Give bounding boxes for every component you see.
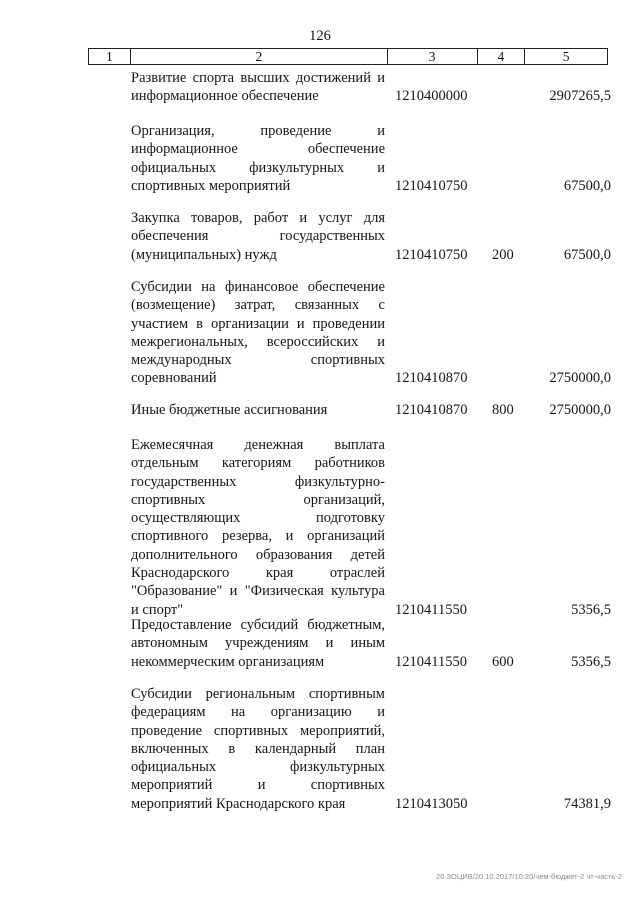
header-cell-5: 5	[562, 49, 570, 64]
row-expense-type: 200	[492, 246, 514, 263]
row-description: Закупка товаров, работ и услуг для обеспечения государственных (муниципальных) нужд	[131, 210, 385, 263]
row-amount: 5356,5	[571, 653, 611, 670]
row-code: 1210400000	[395, 88, 468, 105]
row-code: 1210411550	[395, 601, 467, 618]
header-cell-2: 2	[131, 49, 388, 64]
row-code: 1210413050	[395, 795, 468, 812]
table-row	[131, 69, 611, 106]
row-description: Субсидии региональным спортивным федерациям на организацию и проведение спортивных мероприятий, включенных в календарный план официальных физкультурных мероприятий и спортивных мероприятий Краснодарского края	[131, 686, 385, 812]
header-cell-3: 3	[388, 49, 478, 64]
row-amount: 5356,5	[571, 601, 611, 618]
header-cell-4: 4	[478, 49, 526, 64]
table-row	[131, 122, 611, 195]
row-description: Ежемесячная денежная выплата отдельным категориям работников государственных физкультурно-спортивных организаций, осуществляющих подготовку спортивного резерва, и организаций дополнительного образования детей Краснодарского края отраслей "Образование" и "Физическая культура и спорт"	[131, 437, 385, 618]
table-row	[131, 278, 611, 388]
row-expense-type: 800	[492, 402, 514, 418]
table-header-row	[88, 48, 608, 65]
row-code: 1210410750	[395, 177, 468, 194]
row-code: 1210410870	[395, 402, 468, 418]
row-amount: 2907265,5	[549, 88, 611, 105]
row-expense-type: 600	[492, 653, 514, 670]
row-description: Организация, проведение и информационное обеспечение официальных физкультурных и спортивных мероприятий	[131, 123, 385, 194]
row-amount: 67500,0	[563, 177, 611, 194]
table-row	[131, 209, 611, 264]
header-cell-1: 1	[89, 49, 131, 64]
page-number: 126	[309, 28, 331, 44]
row-amount: 2750000,0	[549, 402, 611, 418]
table-row	[131, 616, 611, 671]
table-row	[131, 685, 611, 813]
row-code: 1210411550	[395, 653, 467, 670]
table-row	[131, 436, 611, 619]
row-amount: 74381,9	[563, 795, 611, 812]
row-description: Развитие спорта высших достижений и информационное обеспечение	[131, 70, 385, 105]
footer-file-stamp: 20.ЗОЦИВ/20.10.2017/10:20/чем-бюджет-2 чт-часть-2	[436, 872, 622, 881]
row-code: 1210410870	[395, 370, 468, 387]
row-amount: 2750000,0	[549, 370, 611, 387]
row-amount: 67500,0	[563, 246, 611, 263]
row-description: Предоставление субсидий бюджетным, автономным учреждениям и иным некоммерческим организациям	[131, 617, 385, 670]
table-row	[131, 401, 611, 419]
row-code: 1210410750	[395, 246, 468, 263]
row-description: Иные бюджетные ассигнования	[131, 402, 328, 418]
row-description: Субсидии на финансовое обеспечение (возмещение) затрат, связанных с участием в организации и проведении межрегиональных, всероссийских и международных спортивных соревнований	[131, 279, 385, 387]
